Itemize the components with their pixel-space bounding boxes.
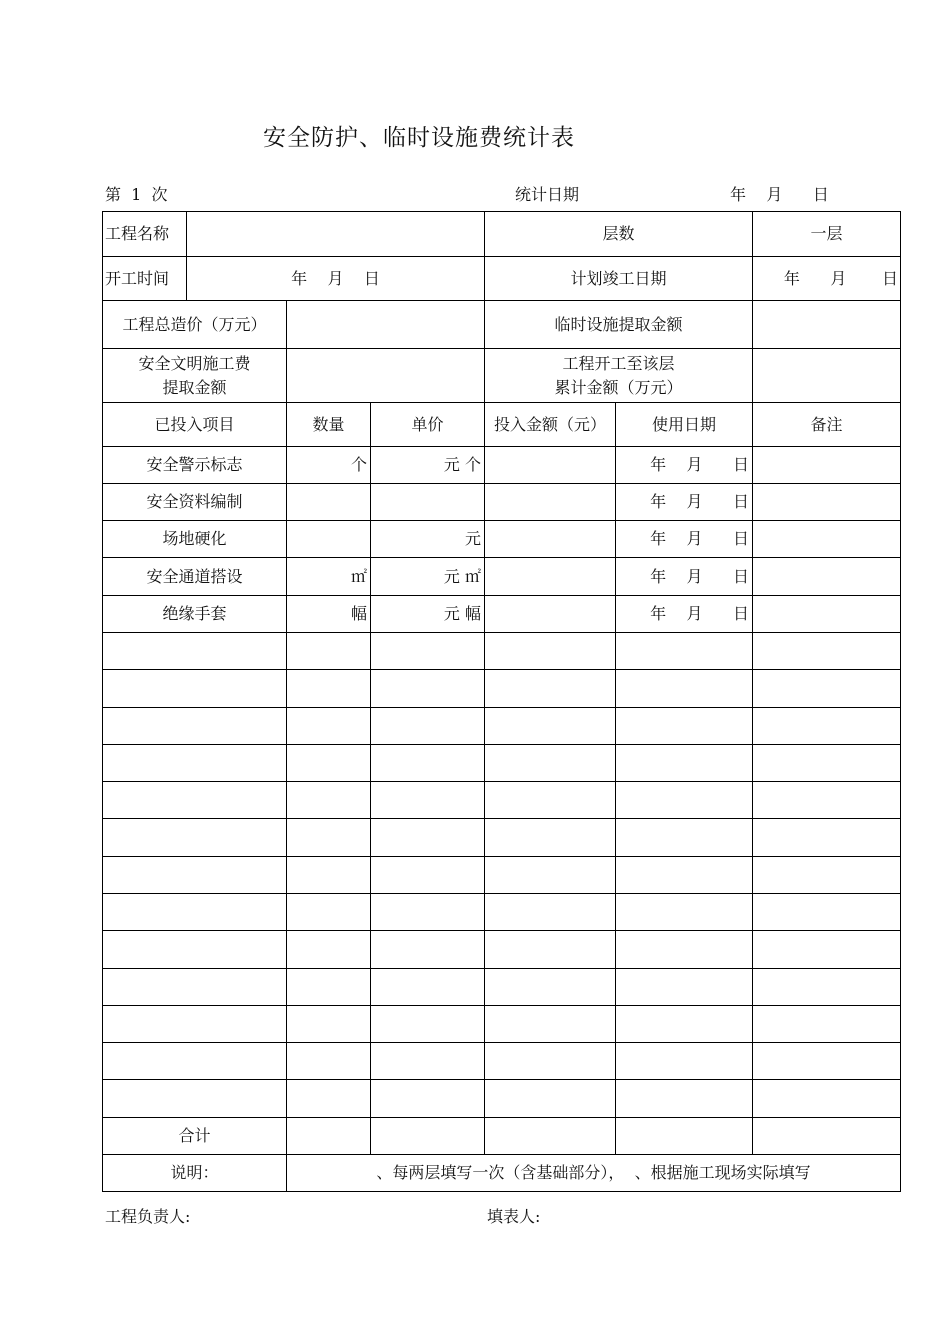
item-quantity[interactable] [287,1080,371,1117]
item-date[interactable] [616,931,753,968]
item-quantity[interactable] [287,1005,371,1042]
item-unit-price[interactable] [371,931,485,968]
item-remarks[interactable] [753,595,901,632]
item-quantity[interactable] [287,1043,371,1080]
table-row [103,1043,901,1080]
item-remarks[interactable] [753,1080,901,1117]
item-remarks[interactable] [753,670,901,707]
item-date[interactable]: 年 月 日 [616,595,753,632]
table-row [103,521,901,558]
item-name [103,856,287,893]
item-name [103,1005,287,1042]
column-header: 备注 [753,403,901,446]
item-name: 绝缘手套 [103,595,287,632]
item-unit-price[interactable]: 元 个 [371,446,485,483]
table-row [103,670,901,707]
project-name-label: 工程名称 [103,212,187,257]
item-name: 场地硬化 [103,521,287,558]
item-quantity[interactable]: 个 [287,446,371,483]
item-amount[interactable] [485,931,616,968]
item-remarks[interactable] [753,931,901,968]
item-name [103,819,287,856]
item-quantity[interactable] [287,521,371,558]
item-unit-price[interactable] [371,1005,485,1042]
item-date[interactable] [616,707,753,744]
item-amount[interactable] [485,483,616,520]
item-date[interactable]: 年 月 日 [616,446,753,483]
note-label: 说明： [103,1154,287,1191]
item-amount[interactable] [485,894,616,931]
item-unit-price[interactable] [371,1080,485,1117]
item-name [103,894,287,931]
table-row [103,744,901,781]
item-date[interactable] [616,819,753,856]
column-header: 数量 [287,403,371,446]
item-amount[interactable] [485,521,616,558]
table-row [103,633,901,670]
item-date[interactable]: 年 月 日 [616,483,753,520]
item-unit-price[interactable] [371,633,485,670]
item-unit-price[interactable] [371,707,485,744]
start-time-label: 开工时间 [103,257,187,301]
table-row [103,1080,901,1117]
item-quantity[interactable] [287,707,371,744]
item-quantity[interactable] [287,968,371,1005]
item-remarks[interactable] [753,558,901,595]
item-remarks[interactable] [753,782,901,819]
item-remarks[interactable] [753,483,901,520]
table-row [103,931,901,968]
item-date[interactable] [616,1043,753,1080]
item-date[interactable]: 年 月 日 [616,521,753,558]
total-unit-price[interactable] [371,1117,485,1154]
total-cost-label: 工程总造价（万元） [103,301,287,349]
stat-date-value[interactable]: 年 月 日 [730,185,829,204]
item-amount[interactable] [485,744,616,781]
safety-fee-label: 安全文明施工费 提取金额 [103,349,287,403]
item-unit-price[interactable] [371,744,485,781]
table-row [103,707,901,744]
item-remarks[interactable] [753,707,901,744]
item-date[interactable] [616,856,753,893]
item-name [103,670,287,707]
item-name [103,968,287,1005]
floors-label: 层数 [485,212,753,257]
item-quantity[interactable] [287,633,371,670]
table-row [103,819,901,856]
item-remarks[interactable] [753,633,901,670]
item-date[interactable] [616,744,753,781]
item-quantity[interactable]: 幅 [287,595,371,632]
item-name: 安全通道搭设 [103,558,287,595]
sequence-number: 第 1 次 [105,185,168,204]
item-remarks[interactable] [753,1005,901,1042]
item-amount[interactable] [485,558,616,595]
item-name: 安全警示标志 [103,446,287,483]
total-date[interactable] [616,1117,753,1154]
total-label: 合计 [103,1117,287,1154]
item-date[interactable]: 年 月 日 [616,558,753,595]
item-amount[interactable] [485,446,616,483]
table-row [103,856,901,893]
item-remarks[interactable] [753,856,901,893]
item-date[interactable] [616,894,753,931]
item-name [103,744,287,781]
floors-value[interactable]: 一层 [753,212,901,257]
column-header-row [103,403,901,446]
item-amount[interactable] [485,782,616,819]
planned-completion-label: 计划竣工日期 [485,257,753,301]
item-date[interactable] [616,782,753,819]
item-amount[interactable] [485,819,616,856]
table-row [103,483,901,520]
item-date[interactable] [616,633,753,670]
table-row [103,446,901,483]
item-quantity[interactable] [287,894,371,931]
page-title: 安全防护、临时设施费统计表 [263,125,575,151]
start-time-value[interactable]: 年 月 日 [187,257,485,301]
item-amount[interactable] [485,1005,616,1042]
item-name [103,1043,287,1080]
table-row [103,782,901,819]
item-quantity[interactable] [287,782,371,819]
cumulative-amount-label: 工程开工至该层 累计金额（万元） [485,349,753,403]
item-unit-price[interactable] [371,483,485,520]
item-unit-price[interactable] [371,856,485,893]
item-unit-price[interactable]: 元 [371,521,485,558]
total-remarks[interactable] [753,1117,901,1154]
planned-completion-value[interactable]: 年 月 日 [753,257,901,301]
safety-fee-field[interactable] [287,349,485,403]
item-quantity[interactable] [287,931,371,968]
item-unit-price[interactable] [371,782,485,819]
item-date[interactable] [616,670,753,707]
statistics-table [102,211,901,1192]
note-text: 、每两层填写一次（含基础部分）， 、根据施工现场实际填写 [287,1154,901,1191]
item-unit-price[interactable] [371,894,485,931]
stat-date-label: 统计日期 [515,185,580,204]
item-quantity[interactable] [287,856,371,893]
table-row [103,1005,901,1042]
item-unit-price[interactable]: 元 幅 [371,595,485,632]
temp-facility-label: 临时设施提取金额 [485,301,753,349]
item-name: 安全资料编制 [103,483,287,520]
item-amount[interactable] [485,670,616,707]
item-date[interactable] [616,1080,753,1117]
item-amount[interactable] [485,595,616,632]
item-date[interactable] [616,1005,753,1042]
manager-label: 工程负责人: [105,1207,191,1226]
item-name [103,782,287,819]
item-amount[interactable] [485,1043,616,1080]
item-unit-price[interactable] [371,1043,485,1080]
filler-label: 填表人: [487,1207,541,1226]
table-row [103,558,901,595]
cumulative-amount-field[interactable] [753,349,901,403]
item-remarks[interactable] [753,894,901,931]
total-amount[interactable] [485,1117,616,1154]
item-unit-price[interactable] [371,968,485,1005]
item-quantity[interactable]: ㎡ [287,558,371,595]
column-header: 已投入项目 [103,403,287,446]
item-quantity[interactable] [287,483,371,520]
item-remarks[interactable] [753,1043,901,1080]
table-row [103,595,901,632]
item-amount[interactable] [485,1080,616,1117]
item-quantity[interactable] [287,744,371,781]
item-name [103,931,287,968]
item-remarks[interactable] [753,521,901,558]
item-amount[interactable] [485,856,616,893]
total-cost-field[interactable] [287,301,485,349]
item-amount[interactable] [485,633,616,670]
item-remarks[interactable] [753,446,901,483]
item-unit-price[interactable] [371,670,485,707]
item-remarks[interactable] [753,744,901,781]
table-row [103,968,901,1005]
item-amount[interactable] [485,707,616,744]
item-name [103,707,287,744]
item-quantity[interactable] [287,670,371,707]
item-name [103,633,287,670]
column-header: 投入金额（元） [485,403,616,446]
item-amount[interactable] [485,968,616,1005]
item-quantity[interactable] [287,819,371,856]
item-remarks[interactable] [753,968,901,1005]
temp-facility-field[interactable] [753,301,901,349]
item-date[interactable] [616,968,753,1005]
item-unit-price[interactable]: 元 ㎡ [371,558,485,595]
total-quantity[interactable] [287,1117,371,1154]
item-remarks[interactable] [753,819,901,856]
item-name [103,1080,287,1117]
item-unit-price[interactable] [371,819,485,856]
project-name-field[interactable] [187,212,485,257]
column-header: 单价 [371,403,485,446]
column-header: 使用日期 [616,403,753,446]
table-row [103,894,901,931]
